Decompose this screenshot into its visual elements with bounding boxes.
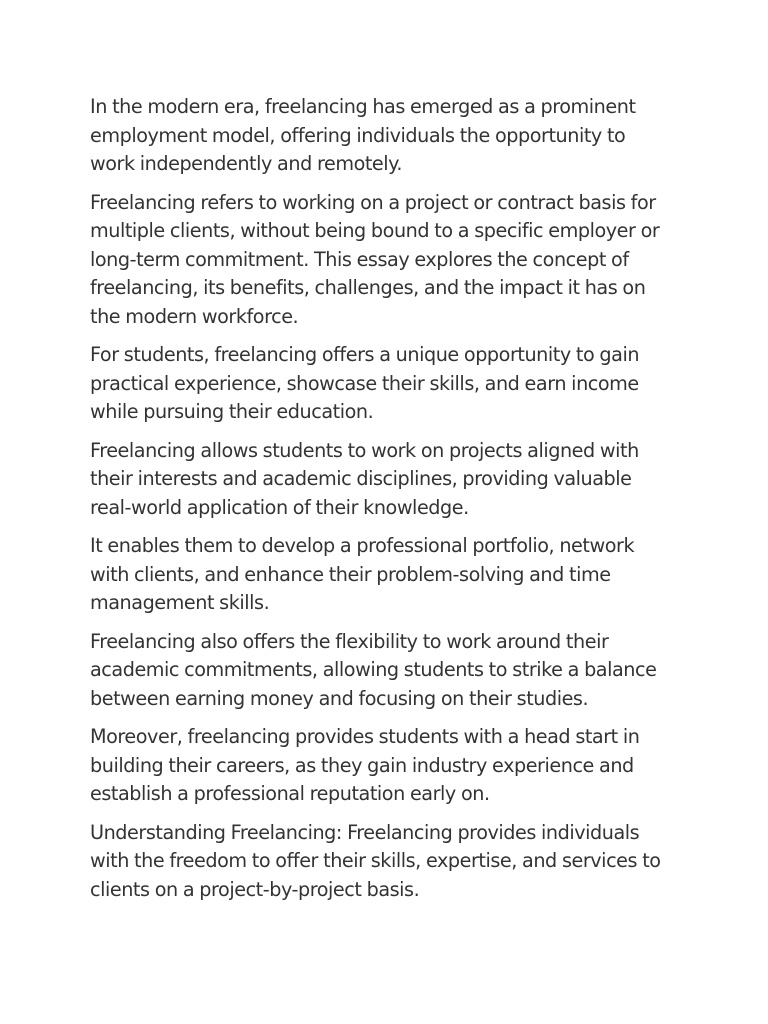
text-line: management skills. bbox=[90, 591, 270, 614]
text-line: building their careers, as they gain industry experience and bbox=[90, 753, 634, 777]
paragraph bbox=[90, 532, 682, 618]
text-line: their interests and academic disciplines, providing valuable bbox=[90, 467, 632, 490]
text-line: clients on a project-by-project basis. bbox=[90, 877, 420, 901]
text-line: establish a professional reputation early on. bbox=[90, 782, 490, 805]
text-line: Freelancing refers to working on a project or contract basis for bbox=[90, 190, 656, 214]
text-line: work independently and remotely. bbox=[90, 152, 402, 175]
text-line: Freelancing also offers the flexibility to work around their bbox=[90, 629, 609, 653]
paragraph bbox=[90, 437, 682, 523]
text-line: It enables them to develop a professional portfolio, network bbox=[90, 534, 635, 557]
text-line: long-term commitment. This essay explores the concept of bbox=[90, 247, 629, 271]
text-line: with clients, and enhance their problem-solving and time bbox=[90, 562, 611, 586]
paragraph bbox=[90, 628, 682, 714]
text-line: real-world application of their knowledge. bbox=[90, 495, 469, 519]
document-body bbox=[90, 93, 682, 914]
paragraph bbox=[90, 341, 682, 427]
text-line: the modern workforce. bbox=[90, 304, 299, 328]
paragraph bbox=[90, 93, 682, 179]
text-line: with the freedom to offer their skills, expertise, and services to bbox=[90, 849, 661, 872]
paragraph bbox=[90, 189, 682, 332]
paragraph bbox=[90, 819, 682, 905]
text-line: academic commitments, allowing students to strike a balance bbox=[90, 658, 657, 681]
text-line: In the modern era, freelancing has emerged as a prominent bbox=[90, 95, 636, 118]
text-line: freelancing, its benefits, challenges, and the impact it has on bbox=[90, 276, 646, 299]
text-line: while pursuing their education. bbox=[90, 400, 374, 423]
text-line: For students, freelancing offers a unique opportunity to gain bbox=[90, 343, 640, 366]
text-line: multiple clients, without being bound to a specific employer or bbox=[90, 219, 660, 242]
text-line: practical experience, showcase their skills, and earn income bbox=[90, 371, 639, 395]
text-line: Freelancing allows students to work on projects aligned with bbox=[90, 438, 639, 462]
text-line: between earning money and focusing on their studies. bbox=[90, 686, 589, 710]
paragraph bbox=[90, 723, 682, 809]
text-line: Understanding Freelancing: Freelancing provides individuals bbox=[90, 820, 640, 844]
text-line: Moreover, freelancing provides students with a head start in bbox=[90, 725, 640, 748]
text-line: employment model, offering individuals the opportunity to bbox=[90, 123, 626, 147]
